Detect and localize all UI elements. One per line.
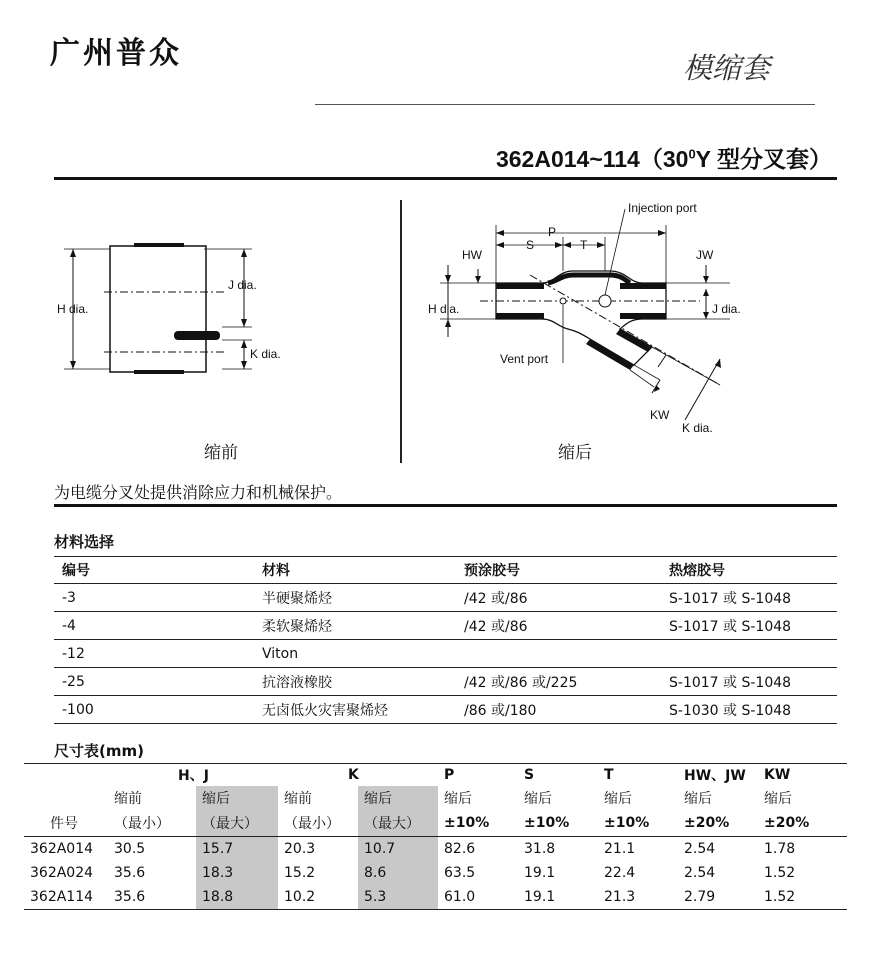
cell: 362A114	[24, 885, 108, 910]
cell: ±20%	[758, 810, 847, 836]
cell: （最大）	[358, 810, 438, 836]
after-k-dia-label: K dia.	[682, 421, 713, 435]
after-j-dia-label: J dia.	[712, 302, 741, 316]
cell: （最大）	[196, 810, 278, 836]
jw-label: JW	[696, 248, 714, 262]
cell: 35.6	[108, 885, 196, 910]
cell: 1.52	[764, 864, 796, 881]
cell: 半硬聚烯烃	[261, 584, 463, 612]
cell: 8.6	[358, 861, 438, 885]
cell: 10.2	[278, 885, 358, 910]
table-row	[24, 861, 847, 885]
cell: 缩后	[524, 791, 552, 807]
cell: 30.5	[114, 840, 146, 857]
subheader-row	[24, 810, 847, 836]
materials-table	[54, 556, 837, 724]
group-t: T	[598, 764, 678, 787]
p-label: P	[548, 225, 557, 239]
cell: 缩前	[284, 791, 312, 807]
cell: ±10%	[438, 810, 518, 836]
cell: 缩后	[604, 791, 632, 807]
figure-divider	[400, 200, 402, 463]
cell: ±10%	[598, 810, 678, 836]
t-label: T	[580, 238, 588, 252]
table-row	[54, 668, 837, 696]
subheader-row	[24, 786, 847, 810]
cell: S-1030 或 S-1048	[668, 696, 837, 724]
before-k-dia-label: K dia.	[250, 347, 281, 361]
part-number-header: 件号	[24, 810, 108, 836]
cell: Viton	[261, 640, 463, 668]
group-s: S	[518, 764, 598, 787]
table-row	[54, 696, 837, 724]
dimensions-table	[24, 763, 847, 910]
materials-title: 材料选择	[54, 533, 115, 551]
cell: 缩后	[358, 786, 438, 810]
cell: S-1017 或 S-1048	[668, 584, 837, 612]
product-title: $362A014\sim 114(30^0Y$ 型分叉套）	[495, 146, 832, 172]
cell: 缩后	[444, 791, 472, 807]
cell: /42 或/86	[463, 612, 668, 640]
cell: ±10%	[518, 810, 598, 836]
col-header-precoat: 预涂胶号	[463, 557, 668, 584]
cell: 21.3	[598, 885, 678, 910]
cell: 无卤低火灾害聚烯烃	[261, 696, 463, 724]
product-category: 模缩套	[683, 51, 771, 85]
cell: S-1017 或 S-1048	[668, 668, 837, 696]
cell: 21.1	[604, 840, 636, 857]
kw-label: KW	[650, 408, 670, 422]
col-header-material: 材料	[261, 557, 463, 584]
s-label: S	[526, 238, 535, 252]
cell: 2.79	[678, 885, 758, 910]
cell: ±20%	[678, 810, 758, 836]
cell: 82.6	[444, 840, 476, 857]
cell: 15.7	[196, 836, 278, 861]
brand-name: 广州普众	[50, 36, 182, 71]
cell: 63.5	[444, 864, 476, 881]
cell: /86 或/180	[463, 696, 668, 724]
cell: 362A014	[30, 840, 94, 857]
cell: 22.4	[604, 864, 636, 881]
cell	[463, 640, 668, 668]
table-header-row	[54, 557, 837, 584]
cell: 2.54	[684, 864, 716, 881]
blank-header	[24, 764, 108, 787]
cell: 18.3	[196, 861, 278, 885]
after-shrink-diagram	[430, 195, 760, 435]
cell: （最小）	[278, 810, 358, 836]
col-header-hotmelt: 热熔胶号	[668, 557, 837, 584]
table-row	[54, 584, 837, 612]
before-h-dia-label: H dia.	[57, 302, 89, 316]
col-header-code: 编号	[54, 557, 261, 584]
cell: -25	[54, 668, 261, 696]
cell: 缩后	[196, 786, 278, 810]
cell: 5.3	[358, 885, 438, 910]
group-header-row	[24, 764, 847, 787]
before-j-dia-label: J dia.	[228, 278, 257, 292]
cell: 61.0	[438, 885, 518, 910]
cell: 10.7	[358, 836, 438, 861]
cell: 缩前	[114, 791, 142, 807]
cell: 15.2	[284, 864, 316, 881]
after-h-dia-label: H dia.	[428, 302, 460, 316]
cell: 31.8	[524, 840, 556, 857]
cell: S-1017 或 S-1048	[668, 612, 837, 640]
cell: -4	[54, 612, 261, 640]
header-rule	[315, 104, 815, 105]
table-row	[54, 640, 837, 668]
cell: 柔软聚烯烃	[261, 612, 463, 640]
cell	[668, 640, 837, 668]
after-caption: 缩后	[558, 443, 592, 463]
group-k: K	[278, 764, 438, 787]
group-hj: H、J	[108, 764, 278, 787]
cell: 抗溶液橡胶	[261, 668, 463, 696]
cell: /42 或/86	[463, 584, 668, 612]
cell: （最小）	[108, 810, 196, 836]
table-row	[24, 885, 847, 910]
cell: -100	[54, 696, 261, 724]
injection-port-label: Injection port	[628, 201, 697, 215]
product-description: 为电缆分叉处提供消除应力和机械保护。	[54, 483, 343, 502]
cell: 19.1	[524, 864, 556, 881]
cell: 缩后	[684, 791, 712, 807]
cell: 19.1	[518, 885, 598, 910]
description-divider	[54, 504, 837, 507]
cell: 1.52	[758, 885, 847, 910]
group-hwjw: HW、JW	[678, 764, 758, 787]
table-row	[24, 836, 847, 861]
vent-port-label: Vent port	[500, 352, 549, 366]
blank-cell	[24, 786, 108, 810]
cell: -3	[54, 584, 261, 612]
table-row	[54, 612, 837, 640]
cell: 2.54	[684, 840, 716, 857]
cell: -12	[54, 640, 261, 668]
dimensions-title: 尺寸表(mm)	[54, 742, 144, 760]
before-caption: 缩前	[204, 443, 238, 463]
group-p: P	[438, 764, 518, 787]
cell: 1.78	[764, 840, 796, 857]
cell: 18.8	[196, 885, 278, 910]
hw-label: HW	[462, 248, 482, 262]
cell: 缩后	[764, 791, 792, 807]
cell: 20.3	[284, 840, 316, 857]
title-divider	[54, 177, 837, 180]
cell: 35.6	[114, 864, 146, 881]
cell: 362A024	[30, 864, 94, 881]
cell: /42 或/86 或/225	[463, 668, 668, 696]
group-kw: KW	[758, 764, 847, 787]
